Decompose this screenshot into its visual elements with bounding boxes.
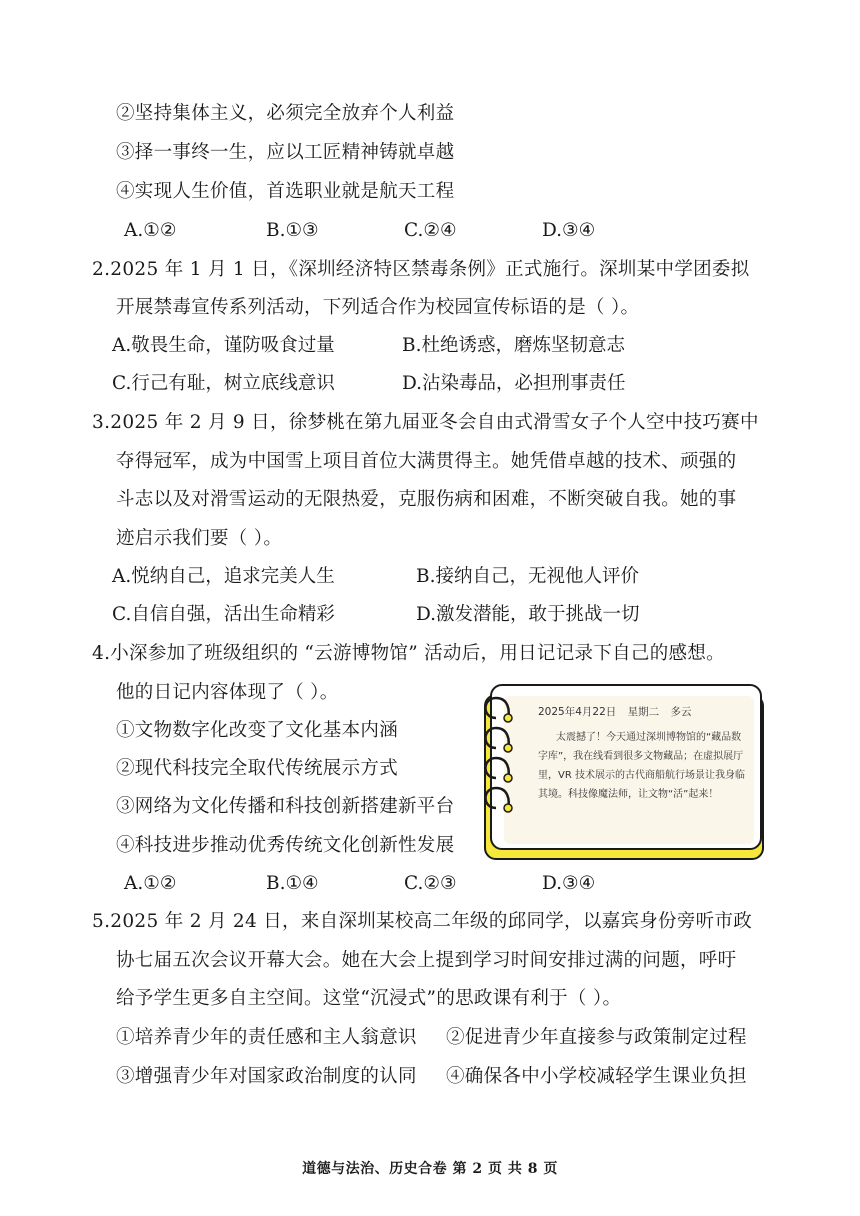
binder-rings-icon <box>478 690 518 840</box>
diary-text: 太震撼了！今天通过深圳博物馆的“藏品数字库”，我在线看到很多文物藏品；在虚拟展厅里，VR 技术展示的古代商船航行场景让我身临其境。科技像魔法师，让文物“活”起来！ <box>538 732 745 800</box>
q4-stem-line-1: 4.小深参加了班级组织的 “云游博物馆” 活动后，用日记记录下自己的感想。 <box>92 643 725 664</box>
q1-item-3: ③择一事终一生，应以工匠精神铸就卓越 <box>116 142 455 163</box>
q1-option-d[interactable]: D.③④ <box>542 220 596 241</box>
q1-item-2: ②坚持集体主义，必须完全放弃个人利益 <box>116 103 455 124</box>
q4-item-1: ①文物数字化改变了文化基本内涵 <box>116 720 399 741</box>
q4-option-d[interactable]: D.③④ <box>542 873 596 894</box>
q3-option-b[interactable]: B.接纳自己，无视他人评价 <box>416 566 639 587</box>
q5-stem-line-1: 5.2025 年 2 月 24 日，来自深圳某校高二年级的邱同学，以嘉宾身份旁听市政 <box>92 911 753 932</box>
q2-stem-line-2: 开展禁毒宣传系列活动，下列适合作为校园宣传标语的是（ ）。 <box>116 297 640 318</box>
q1-option-a[interactable]: A.①② <box>124 220 177 241</box>
page-footer: 道德与法治、历史合卷 第 2 页 共 8 页 <box>302 1161 558 1177</box>
q1-item-4: ④实现人生价值，首选职业就是航天工程 <box>116 181 455 202</box>
q2-option-d[interactable]: D.沾染毒品，必担刑事责任 <box>402 373 626 394</box>
q3-option-c[interactable]: C.自信自强，活出生命精彩 <box>112 604 335 625</box>
q4-stem-line-2: 他的日记内容体现了（ ）。 <box>116 682 339 703</box>
q2-option-a[interactable]: A.敬畏生命，谨防吸食过量 <box>112 335 335 356</box>
q3-stem-line-3: 斗志以及对滑雪运动的无限热爱，克服伤病和困难，不断突破自我。她的事 <box>116 489 737 510</box>
diary-notebook-figure <box>478 684 764 862</box>
q3-stem-line-4: 迹启示我们要（ ）。 <box>116 528 283 549</box>
q2-stem-line-1: 2.2025 年 1 月 1 日，《深圳经济特区禁毒条例》正式施行。深圳某中学团委拟 <box>92 259 750 280</box>
q1-option-b[interactable]: B.①③ <box>266 220 319 241</box>
diary-date: 2025年4月22日 星期二 多云 <box>538 706 692 718</box>
q5-stem-line-3: 给予学生更多自主空间。这堂“沉浸式”的思政课有利于（ ）。 <box>116 988 622 1009</box>
q5-item-3: ③增强青少年对国家政治制度的认同 <box>116 1066 417 1087</box>
q3-option-a[interactable]: A.悦纳自己，追求完美人生 <box>112 566 335 587</box>
q4-option-c[interactable]: C.②③ <box>404 873 457 894</box>
q5-stem-line-2: 协七届五次会议开幕大会。她在大会上提到学习时间安排过满的问题，呼吁 <box>116 950 737 971</box>
q5-item-1: ①培养青少年的责任感和主人翁意识 <box>116 1027 417 1048</box>
q2-option-c[interactable]: C.行己有耻，树立底线意识 <box>112 373 335 394</box>
q3-stem-line-2: 夺得冠军，成为中国雪上项目首位大满贯得主。她凭借卓越的技术、顽强的 <box>116 451 737 472</box>
q4-option-b[interactable]: B.①④ <box>266 873 319 894</box>
q2-option-b[interactable]: B.杜绝诱惑，磨炼坚韧意志 <box>402 335 625 356</box>
q3-option-d[interactable]: D.激发潜能，敢于挑战一切 <box>416 604 640 625</box>
q4-item-2: ②现代科技完全取代传统展示方式 <box>116 758 399 779</box>
q4-option-a[interactable]: A.①② <box>124 873 177 894</box>
q4-item-3: ③网络为文化传播和科技创新搭建新平台 <box>116 796 455 817</box>
q1-option-c[interactable]: C.②④ <box>404 220 457 241</box>
q5-item-2: ②促进青少年直接参与政策制定过程 <box>446 1027 747 1048</box>
q5-item-4: ④确保各中小学校减轻学生课业负担 <box>446 1066 747 1087</box>
q3-stem-line-1: 3.2025 年 2 月 9 日，徐梦桃在第九届亚冬会自由式滑雪女子个人空中技巧赛中 <box>92 412 759 433</box>
q4-item-4: ④科技进步推动优秀传统文化创新性发展 <box>116 835 455 856</box>
